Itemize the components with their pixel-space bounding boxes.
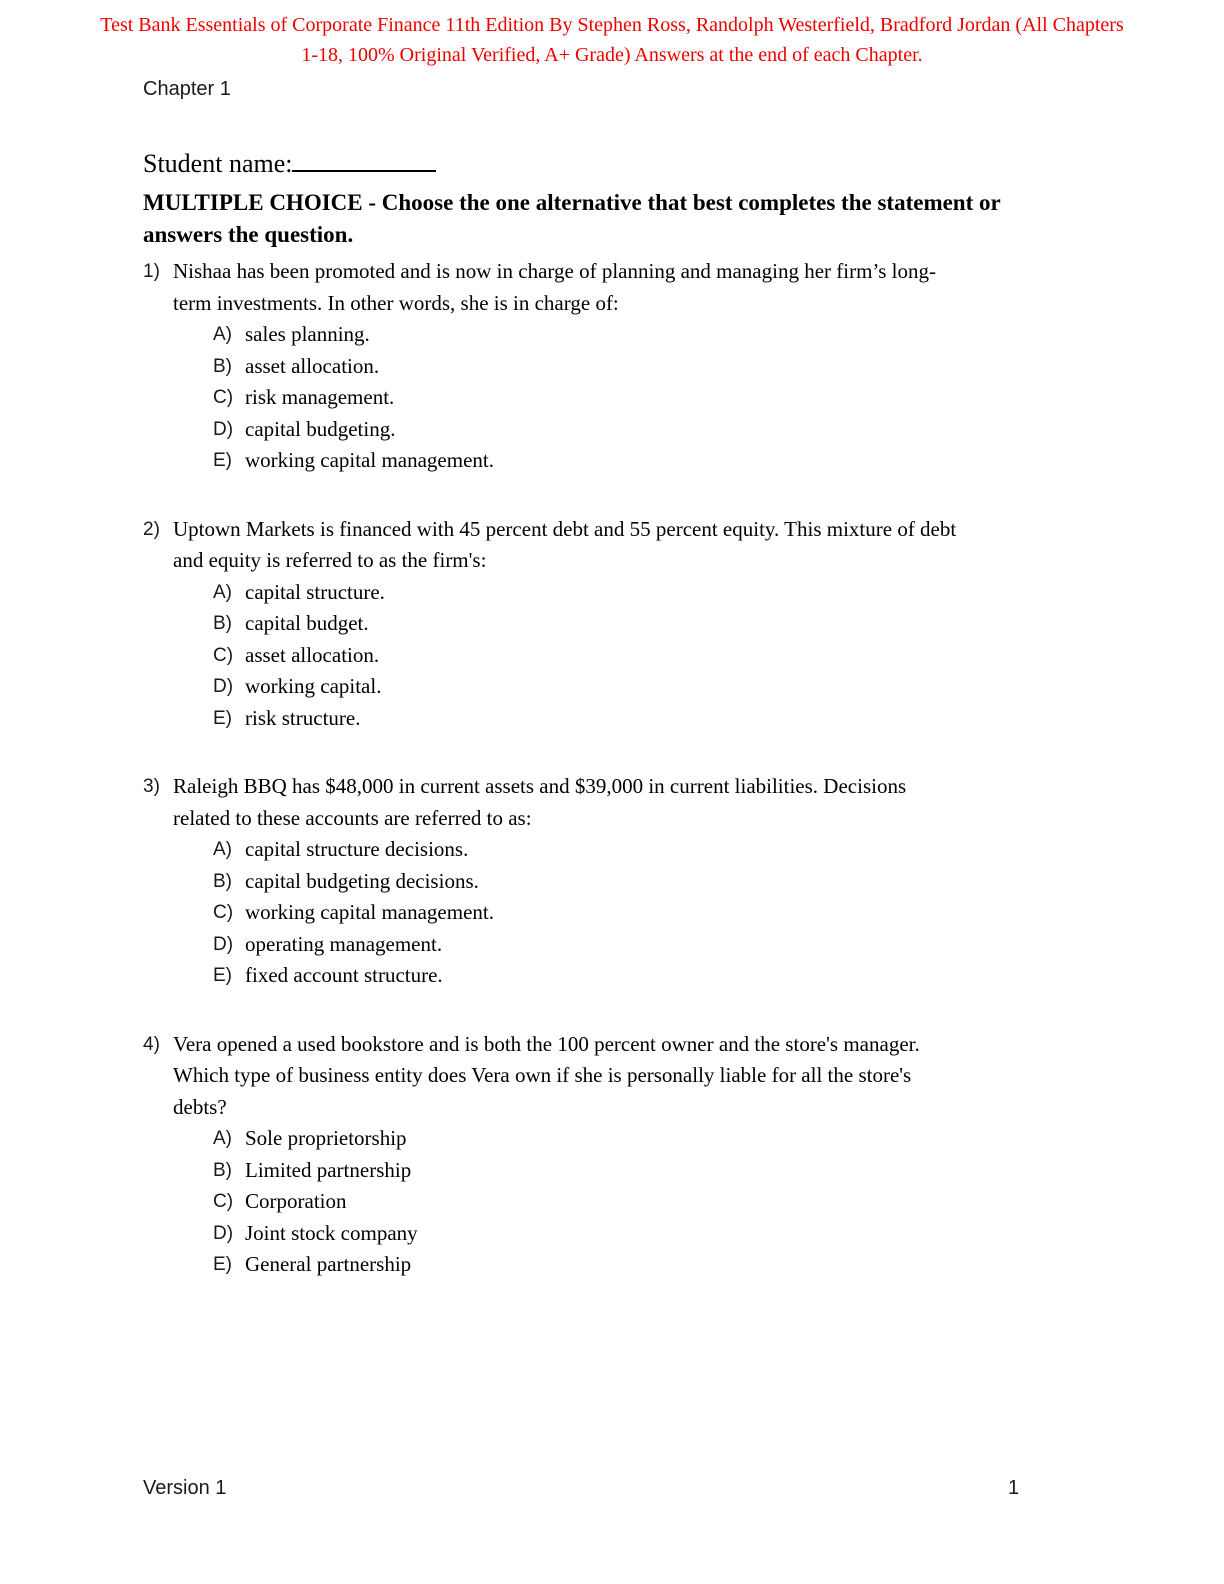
option-item: [143, 608, 1081, 640]
question-body: [143, 256, 1081, 319]
question-text-line: debts?: [173, 1094, 227, 1119]
option-letter: D): [213, 418, 234, 440]
question-number: 2): [143, 518, 160, 540]
question-text-line: Raleigh BBQ has $48,000 in current assets and $39,000 in current liabilities. Decisions: [173, 774, 907, 798]
option-text: working capital management.: [245, 900, 494, 924]
promo-header-line2: 1-18, 100% Original Verified, A+ Grade) Answers at the end of each Chapter.: [301, 44, 923, 66]
mc-instruction: [143, 187, 1081, 251]
promo-header: [0, 0, 1224, 70]
option-letter: C): [213, 644, 234, 666]
question-text-line: related to these accounts are referred to as:: [173, 805, 532, 830]
option-letter: A): [213, 839, 232, 860]
question-number: 4): [143, 1033, 160, 1055]
promo-header-line1: Test Bank Essentials of Corporate Finance 11th Edition By Stephen Ross, Randolph Westerfield, Bradford Jordan (All Chapters: [100, 14, 1124, 36]
option-letter: A): [213, 581, 232, 603]
option-letter: E): [213, 707, 232, 729]
option-letter: D): [213, 933, 234, 955]
option-letter: E): [213, 1254, 232, 1275]
option-text: capital structure decisions.: [245, 837, 469, 861]
option-item: [143, 703, 1081, 735]
question-text-line: term investments. In other words, she is in charge of:: [173, 290, 619, 315]
question-list: [143, 256, 1081, 1281]
option-text: Joint stock company: [245, 1220, 418, 1245]
option-item: [143, 929, 1081, 961]
question-text-line: and equity is referred to as the firm's:: [173, 548, 487, 572]
option-item: [143, 319, 1081, 351]
option-item: [143, 351, 1081, 383]
option-letter: D): [213, 676, 234, 697]
student-name-row: [143, 146, 1081, 179]
mc-instruction-line2: answers the question.: [143, 222, 354, 247]
option-letter: D): [213, 1222, 234, 1244]
question-text-line: Vera opened a used bookstore and is both the 100 percent owner and the store's manager.: [173, 1031, 920, 1056]
option-text: Limited partnership: [245, 1157, 412, 1182]
option-letter: B): [213, 355, 232, 377]
option-text: capital budget.: [245, 611, 369, 635]
option-list: [143, 834, 1081, 992]
footer-version: Version 1: [143, 1477, 227, 1499]
option-item: [143, 445, 1081, 477]
question-item: [143, 514, 1081, 735]
question-number: 3): [143, 776, 160, 797]
question-text-line: Uptown Markets is financed with 45 percent debt and 55 percent equity. This mixture of debt: [173, 516, 957, 541]
mc-instruction-line1: MULTIPLE CHOICE - Choose the one alternative that best completes the statement or: [143, 190, 1001, 215]
option-list: [143, 1123, 1081, 1281]
option-letter: C): [213, 387, 234, 408]
option-item: [143, 960, 1081, 992]
footer-page-number: 1: [1008, 1477, 1020, 1499]
student-name-label: Student name:: [143, 149, 293, 178]
question-number: 1): [143, 261, 160, 282]
option-item: [143, 866, 1081, 898]
option-text: capital budgeting.: [245, 416, 396, 441]
question-body: [143, 1029, 1081, 1124]
option-item: [143, 671, 1081, 703]
option-item: [143, 1155, 1081, 1187]
option-list: [143, 577, 1081, 735]
option-text: capital structure.: [245, 579, 385, 604]
option-text: working capital management.: [245, 448, 494, 472]
option-text: risk management.: [245, 385, 395, 409]
question-text-line: Nishaa has been promoted and is now in charge of planning and managing her firm’s long-: [173, 259, 937, 283]
option-text: Corporation: [245, 1189, 347, 1213]
option-item: [143, 640, 1081, 672]
option-item: [143, 897, 1081, 929]
question-body: [143, 514, 1081, 577]
option-text: risk structure.: [245, 705, 361, 730]
option-text: Sole proprietorship: [245, 1126, 407, 1150]
option-item: [143, 1123, 1081, 1155]
option-letter: E): [213, 965, 232, 986]
option-item: [143, 414, 1081, 446]
option-text: asset allocation.: [245, 642, 380, 667]
document-content: [143, 146, 1081, 1281]
option-text: sales planning.: [245, 322, 370, 346]
student-name-blank: [292, 146, 436, 172]
option-letter: A): [213, 324, 232, 345]
option-item: [143, 382, 1081, 414]
option-item: [143, 834, 1081, 866]
option-item: [143, 1218, 1081, 1250]
question-item: [143, 1029, 1081, 1281]
question-text: [173, 771, 1081, 834]
option-letter: C): [213, 1191, 234, 1212]
question-text-line: Which type of business entity does Vera own if she is personally liable for all the store's: [173, 1063, 912, 1087]
question-item: [143, 771, 1081, 992]
option-letter: B): [213, 1159, 232, 1181]
option-list: [143, 319, 1081, 477]
option-text: operating management.: [245, 931, 443, 956]
question-item: [143, 256, 1081, 477]
option-item: [143, 577, 1081, 609]
option-letter: A): [213, 1128, 232, 1149]
option-text: capital budgeting decisions.: [245, 868, 479, 893]
option-letter: B): [213, 613, 232, 634]
option-item: [143, 1186, 1081, 1218]
option-text: working capital.: [245, 674, 382, 698]
question-text: [173, 1029, 1081, 1124]
option-text: General partnership: [245, 1252, 412, 1276]
option-text: asset allocation.: [245, 353, 380, 378]
option-letter: E): [213, 450, 232, 471]
option-item: [143, 1249, 1081, 1281]
chapter-title: Chapter 1: [143, 78, 231, 100]
option-text: fixed account structure.: [245, 963, 443, 987]
question-body: [143, 771, 1081, 834]
option-letter: B): [213, 870, 232, 892]
question-text: [173, 256, 1081, 319]
option-letter: C): [213, 902, 234, 923]
question-text: [173, 514, 1081, 577]
